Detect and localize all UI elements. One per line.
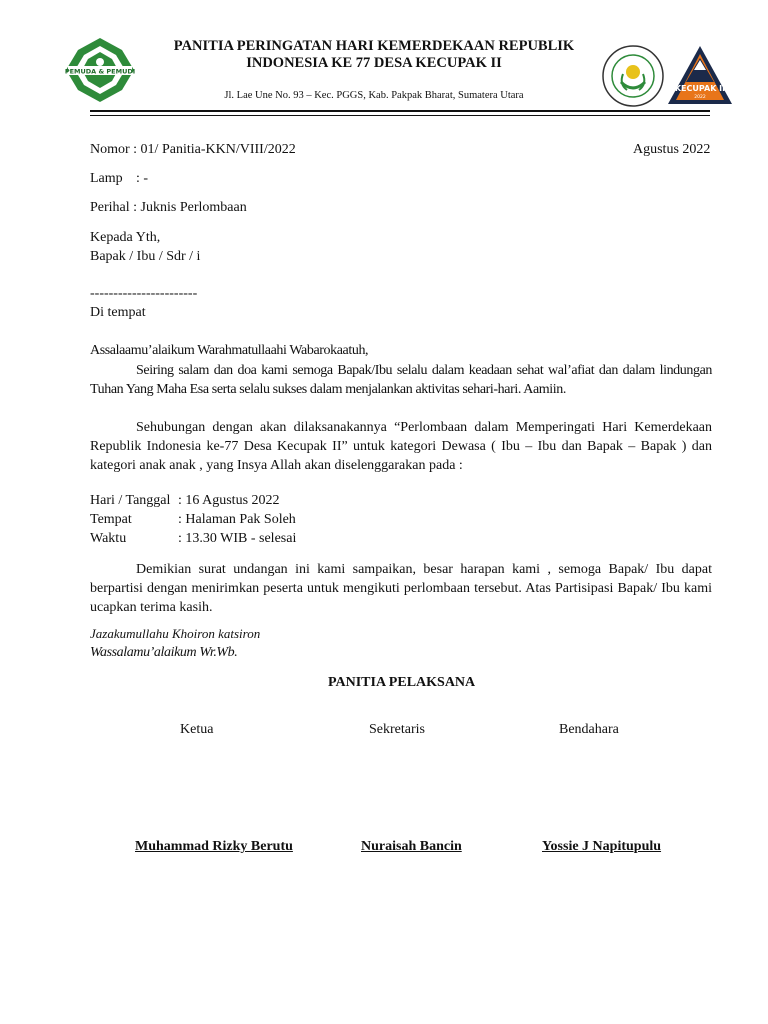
header-rule-thin [90,115,710,116]
schedule-label: Hari / Tanggal [90,493,171,508]
schedule-value: : 16 Agustus 2022 [178,493,280,508]
nomor-value: : 01/ Panitia-KKN/VIII/2022 [133,142,296,157]
perihal-line [90,200,247,216]
schedule-row-day [90,493,280,509]
closing-wassalamu: Wassalamu’alaikum Wr.Wb. [90,645,238,660]
lamp-line [90,171,148,187]
signature-name-ketua: Muhammad Rizky Berutu [135,839,293,854]
schedule-value: : 13.30 WIB - selesai [178,531,297,546]
nomor-line [90,142,296,158]
di-tempat: Di tempat [90,305,146,320]
kepada-line: Kepada Yth, [90,230,161,245]
logo-university [601,44,665,108]
signature-role-ketua: Ketua [180,722,214,737]
recipient-line: Bapak / Ibu / Sdr / i [90,249,201,264]
schedule-label: Tempat [90,512,132,527]
paragraph-2: Sehubungan dengan akan dilaksanakannya “Perlombaan dalam Memperingati Hari Kemerdekaan Republik Indonesia ke-77 Desa Kecupak II” untuk kategori Dewasa ( Ibu – Ibu dan Bapak – Bapak ) dan kategori anak anak , yang Insya Allah akan diselenggarakan pada : [90,420,712,473]
signature-role-bendahara: Bendahara [559,722,619,737]
paragraph-1: Seiring salam dan doa kami semoga Bapak/Ibu selalu dalam keadaan sehat wal’afiat dan dalam lindungan Tuhan Yang Maha Esa serta selalu sukses dalam menjalankan aktivitas sehari-hari. Aamiin. [90,363,712,397]
logo-left-text: PEMUDA & PEMUDI [64,67,136,76]
perihal-label: Perihal [90,200,130,215]
dashes-line: ----------------------- [90,286,198,301]
committee-heading: PANITIA PELAKSANA [328,675,476,690]
schedule-value: : Halaman Pak Soleh [178,512,296,527]
title-line-2: INDONESIA KE 77 DESA KECUPAK II [246,55,502,71]
lamp-label: Lamp [90,171,123,186]
letterhead-address: Jl. Lae Une No. 93 – Kec. PGGS, Kab. Pakpak Bharat, Sumatera Utara [224,90,524,101]
schedule-row-time [90,531,296,547]
lamp-value: : - [136,171,149,186]
signature-name-bendahara: Yossie J Napitupulu [542,839,662,854]
logo-right-year: 2022 [694,95,706,100]
closing-jazakumullahu: Jazakumullahu Khoiron katsiron [90,626,261,641]
nomor-label: Nomor [90,142,130,157]
perihal-value: : Juknis Perlombaan [133,200,247,215]
signature-role-sekretaris: Sekretaris [369,722,425,737]
letter-date: Agustus 2022 [633,142,711,157]
logo-right-text: KECUPAK II [674,84,726,93]
greeting: Assalaamu’alaikum Warahmatullaahi Wabarokaatuh, [90,343,369,358]
schedule-row-place [90,512,296,528]
logo-pemuda [62,36,138,104]
title-line-1: PANITIA PERINGATAN HARI KEMERDEKAAN REPUBLIK [173,38,575,54]
letterhead-title [130,38,618,72]
logo-kecupak [666,44,734,106]
signature-name-sekretaris: Nuraisah Bancin [361,839,462,854]
header-rule [90,110,710,112]
paragraph-3: Demikian surat undangan ini kami sampaikan, besar harapan kami , semoga Bapak/ Ibu dapat berpartisi dengan menirimkan peserta untuk mengikuti perlombaan tersebut. Atas Partisipasi Bapak/ Ibu kami ucapkan terima kasih. [90,562,712,615]
schedule-label: Waktu [90,531,127,546]
